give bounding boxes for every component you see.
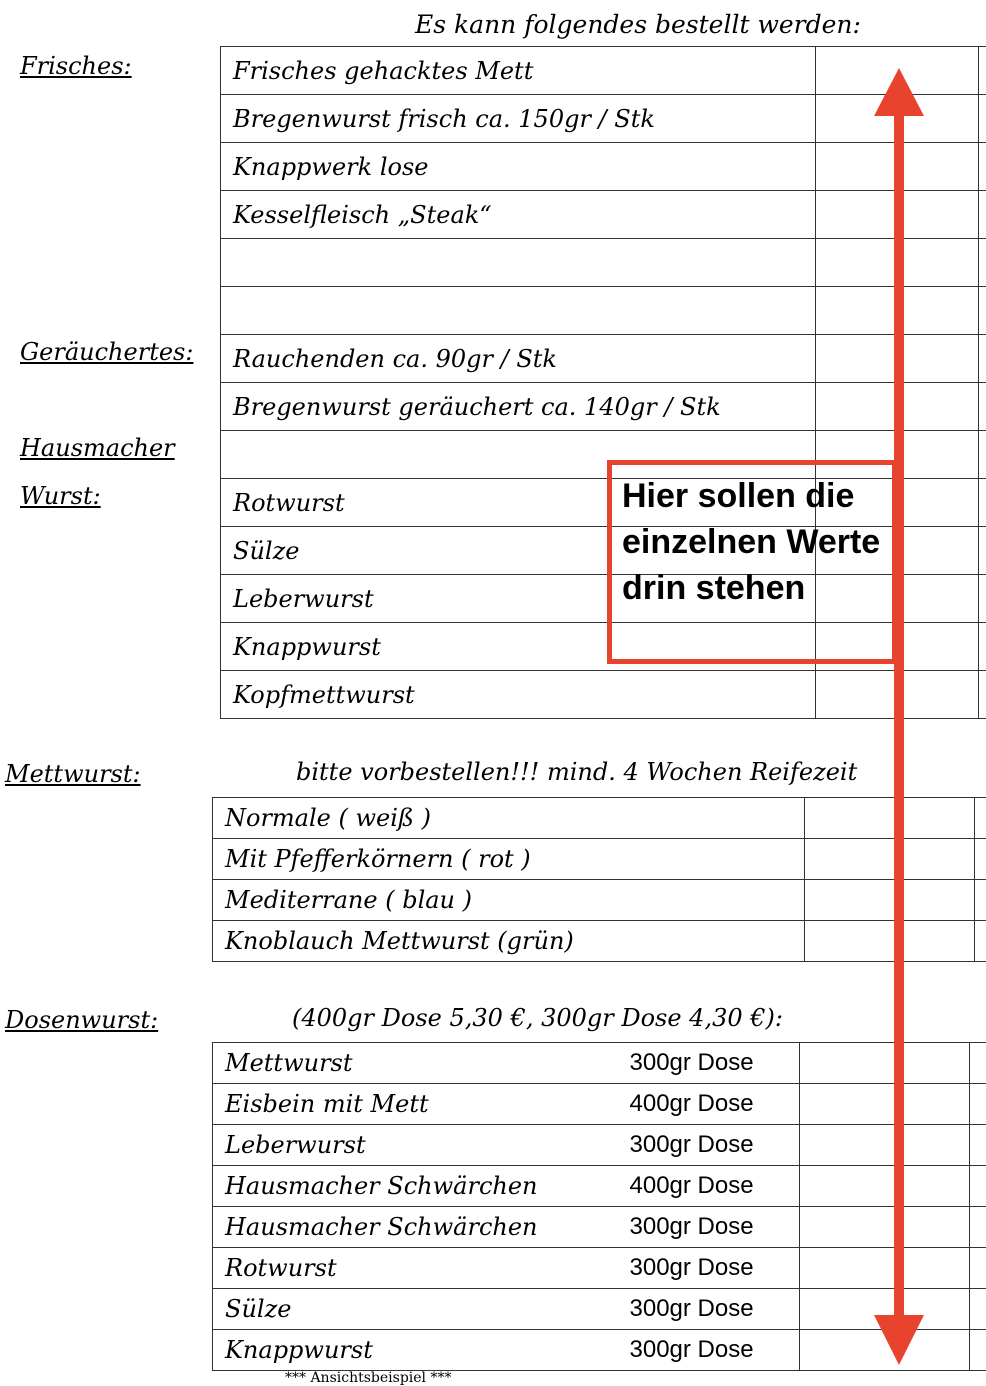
extra-cell[interactable] [979,287,986,335]
product-name: Rauchenden ca. 90gr / Stk [221,335,816,383]
mettwurst-note: bitte vorbestellen!!! mind. 4 Wochen Reifezeit [296,758,857,786]
product-name: Bregenwurst geräuchert ca. 140gr / Stk [221,383,816,431]
product-name: Knoblauch Mettwurst (grün) [213,921,805,962]
product-name: Sülze [221,527,816,575]
double-arrow-icon [862,60,942,1370]
product-name: Bregenwurst frisch ca. 150gr / Stk [221,95,816,143]
product-name: Hausmacher Schwärchen [213,1166,618,1207]
extra-cell[interactable] [979,239,986,287]
product-name: Sülze [213,1289,618,1330]
extra-cell[interactable] [975,880,986,921]
section-hausmacher-label: Hausmacher [20,434,175,462]
product-name [221,239,816,287]
arrow-head-up [874,68,924,116]
product-name [221,287,816,335]
extra-cell[interactable] [979,623,986,671]
annotation-callout-box [607,460,897,664]
product-name: Normale ( weiß ) [213,798,805,839]
product-name: Mediterrane ( blau ) [213,880,805,921]
extra-cell[interactable] [970,1166,986,1207]
product-name: Kesselfleisch „Steak“ [221,191,816,239]
extra-cell[interactable] [979,671,986,719]
extra-cell[interactable] [970,1125,986,1166]
can-size: 400gr Dose [618,1166,800,1207]
extra-cell[interactable] [979,575,986,623]
product-name: Rotwurst [213,1248,618,1289]
product-name: Knappwurst [213,1330,618,1371]
extra-cell[interactable] [979,95,986,143]
footer-note: *** Ansichtsbeispiel *** [285,1370,451,1386]
product-name: Mit Pfefferkörnern ( rot ) [213,839,805,880]
dosenwurst-note: (400gr Dose 5,30 €, 300gr Dose 4,30 €): [292,1004,783,1032]
section-mettwurst-label: Mettwurst: [5,760,141,788]
extra-cell[interactable] [970,1330,986,1371]
can-size: 300gr Dose [618,1289,800,1330]
can-size: 400gr Dose [618,1084,800,1125]
can-size: 300gr Dose [618,1330,800,1371]
can-size: 300gr Dose [618,1043,800,1084]
product-name: Leberwurst [213,1125,618,1166]
can-size: 300gr Dose [618,1207,800,1248]
extra-cell[interactable] [970,1248,986,1289]
product-name: Hausmacher Schwärchen [213,1207,618,1248]
extra-cell[interactable] [979,143,986,191]
page-title: Es kann folgendes bestellt werden: [415,10,861,39]
extra-cell[interactable] [979,383,986,431]
extra-cell[interactable] [975,921,986,962]
section-wurst-label: Wurst: [20,482,101,510]
annotation-callout-text: Hier sollen die einzelnen Werte drin stehen [622,473,902,611]
product-name: Mettwurst [213,1043,618,1084]
extra-cell[interactable] [970,1084,986,1125]
section-dosenwurst-label: Dosenwurst: [5,1006,158,1034]
extra-cell[interactable] [979,527,986,575]
extra-cell[interactable] [970,1289,986,1330]
extra-cell[interactable] [979,431,986,479]
can-size: 300gr Dose [618,1248,800,1289]
extra-cell[interactable] [975,798,986,839]
product-name: Knappwerk lose [221,143,816,191]
product-name: Knappwurst [221,623,816,671]
section-geraeuchertes-label: Geräuchertes: [20,338,193,366]
product-name: Frisches gehacktes Mett [221,47,816,95]
product-name: Eisbein mit Mett [213,1084,618,1125]
extra-cell[interactable] [979,479,986,527]
product-name: Leberwurst [221,575,816,623]
extra-cell[interactable] [970,1207,986,1248]
product-name: Kopfmettwurst [221,671,816,719]
can-size: 300gr Dose [618,1125,800,1166]
extra-cell[interactable] [979,335,986,383]
extra-cell[interactable] [970,1043,986,1084]
arrow-head-down [874,1315,924,1365]
extra-cell[interactable] [979,47,986,95]
extra-cell[interactable] [979,191,986,239]
section-frisches-label: Frisches: [20,52,132,80]
extra-cell[interactable] [975,839,986,880]
product-name: Rotwurst [221,479,816,527]
